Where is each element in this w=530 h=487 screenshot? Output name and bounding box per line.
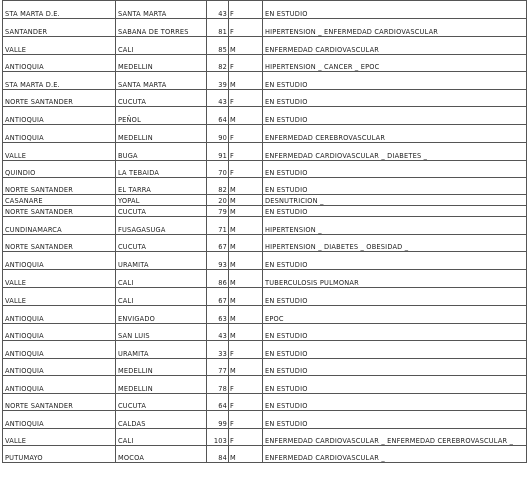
department-cell: VALLE [3, 270, 116, 288]
sex-cell: F [229, 125, 263, 143]
table-row [3, 161, 527, 178]
department-cell: VALLE [3, 429, 116, 446]
age-cell: 20 [207, 195, 229, 206]
department-cell: ANTIOQUIA [3, 411, 116, 429]
municipality-cell: SABANA DE TORRES [116, 19, 207, 37]
cause-cell: EN ESTUDIO [263, 376, 527, 394]
age-cell: 103 [207, 429, 229, 446]
table-row [3, 411, 527, 429]
municipality-cell: CALI [116, 288, 207, 306]
age-cell: 85 [207, 37, 229, 55]
table-row [3, 376, 527, 394]
cause-cell: EN ESTUDIO [263, 324, 527, 341]
age-cell: 67 [207, 235, 229, 252]
cause-cell: EPOC [263, 306, 527, 324]
sex-cell: M [229, 235, 263, 252]
department-cell: STA MARTA D.E. [3, 72, 116, 90]
table-row [3, 341, 527, 359]
table-row [3, 429, 527, 446]
department-cell: ANTIOQUIA [3, 55, 116, 72]
age-cell: 64 [207, 394, 229, 411]
cause-cell: ENFERMEDAD CARDIOVASCULAR _ DIABETES _ [263, 143, 527, 161]
department-cell: ANTIOQUIA [3, 107, 116, 125]
cause-cell: EN ESTUDIO [263, 1, 527, 19]
age-cell: 86 [207, 270, 229, 288]
department-cell: CUNDINAMARCA [3, 217, 116, 235]
cause-cell: EN ESTUDIO [263, 72, 527, 90]
age-cell: 84 [207, 446, 229, 463]
municipality-cell: SANTA MARTA [116, 1, 207, 19]
table-row [3, 217, 527, 235]
age-cell: 78 [207, 376, 229, 394]
cause-cell: EN ESTUDIO [263, 206, 527, 217]
department-cell: ANTIOQUIA [3, 376, 116, 394]
sex-cell: M [229, 206, 263, 217]
sex-cell: M [229, 252, 263, 270]
sex-cell: F [229, 19, 263, 37]
municipality-cell: ENVIGADO [116, 306, 207, 324]
table-row [3, 125, 527, 143]
sex-cell: M [229, 446, 263, 463]
age-cell: 79 [207, 206, 229, 217]
age-cell: 39 [207, 72, 229, 90]
cause-cell: EN ESTUDIO [263, 359, 527, 376]
municipality-cell: MEDELLIN [116, 359, 207, 376]
sex-cell: F [229, 143, 263, 161]
age-cell: 90 [207, 125, 229, 143]
municipality-cell: CUCUTA [116, 90, 207, 107]
cause-cell: HIPERTENSION _ DIABETES _ OBESIDAD _ [263, 235, 527, 252]
sex-cell: F [229, 90, 263, 107]
municipality-cell: SAN LUIS [116, 324, 207, 341]
table-row [3, 1, 527, 19]
sex-cell: M [229, 324, 263, 341]
department-cell: ANTIOQUIA [3, 306, 116, 324]
table-row [3, 143, 527, 161]
sex-cell: F [229, 341, 263, 359]
cause-cell: EN ESTUDIO [263, 178, 527, 195]
department-cell: STA MARTA D.E. [3, 1, 116, 19]
cause-cell: DESNUTRICION _ [263, 195, 527, 206]
department-cell: VALLE [3, 288, 116, 306]
cause-cell: HIPERTENSION _ [263, 217, 527, 235]
age-cell: 91 [207, 143, 229, 161]
department-cell: ANTIOQUIA [3, 359, 116, 376]
cause-cell: EN ESTUDIO [263, 252, 527, 270]
cause-cell: EN ESTUDIO [263, 288, 527, 306]
sex-cell: F [229, 429, 263, 446]
table-row [3, 359, 527, 376]
municipality-cell: CUCUTA [116, 235, 207, 252]
department-cell: PUTUMAYO [3, 446, 116, 463]
table-row [3, 306, 527, 324]
cause-cell: HIPERTENSION _ ENFERMEDAD CARDIOVASCULAR [263, 19, 527, 37]
table-row [3, 19, 527, 37]
sex-cell: M [229, 107, 263, 125]
municipality-cell: BUGA [116, 143, 207, 161]
sex-cell: M [229, 270, 263, 288]
municipality-cell: MEDELLIN [116, 125, 207, 143]
age-cell: 43 [207, 90, 229, 107]
department-cell: ANTIOQUIA [3, 341, 116, 359]
department-cell: VALLE [3, 37, 116, 55]
age-cell: 71 [207, 217, 229, 235]
table-row [3, 90, 527, 107]
municipality-cell: CALI [116, 270, 207, 288]
municipality-cell: CALI [116, 429, 207, 446]
sex-cell: F [229, 411, 263, 429]
sex-cell: M [229, 178, 263, 195]
municipality-cell: MEDELLIN [116, 55, 207, 72]
table-row [3, 252, 527, 270]
sex-cell: F [229, 161, 263, 178]
cause-cell: EN ESTUDIO [263, 341, 527, 359]
cause-cell: EN ESTUDIO [263, 411, 527, 429]
municipality-cell: PEÑOL [116, 107, 207, 125]
department-cell: VALLE [3, 143, 116, 161]
department-cell: NORTE SANTANDER [3, 394, 116, 411]
municipality-cell: CUCUTA [116, 394, 207, 411]
department-cell: ANTIOQUIA [3, 125, 116, 143]
cause-cell: HIPERTENSION _ CANCER _ EPOC [263, 55, 527, 72]
sex-cell: F [229, 55, 263, 72]
table-row [3, 37, 527, 55]
department-cell: SANTANDER [3, 19, 116, 37]
age-cell: 77 [207, 359, 229, 376]
table-row [3, 107, 527, 125]
table-row [3, 324, 527, 341]
sex-cell: M [229, 306, 263, 324]
municipality-cell: MOCOA [116, 446, 207, 463]
age-cell: 93 [207, 252, 229, 270]
table-row [3, 235, 527, 252]
age-cell: 43 [207, 1, 229, 19]
age-cell: 70 [207, 161, 229, 178]
department-cell: NORTE SANTANDER [3, 235, 116, 252]
department-cell: ANTIOQUIA [3, 252, 116, 270]
department-cell: NORTE SANTANDER [3, 206, 116, 217]
sex-cell: M [229, 359, 263, 376]
municipality-cell: URAMITA [116, 341, 207, 359]
cause-cell: EN ESTUDIO [263, 161, 527, 178]
department-cell: QUINDIO [3, 161, 116, 178]
sex-cell: F [229, 1, 263, 19]
cause-cell: ENFERMEDAD CEREBROVASCULAR [263, 125, 527, 143]
municipality-cell: LA TEBAIDA [116, 161, 207, 178]
table-row [3, 446, 527, 463]
age-cell: 33 [207, 341, 229, 359]
department-cell: ANTIOQUIA [3, 324, 116, 341]
table-row [3, 178, 527, 195]
sex-cell: M [229, 217, 263, 235]
age-cell: 63 [207, 306, 229, 324]
cause-cell: EN ESTUDIO [263, 107, 527, 125]
municipality-cell: SANTA MARTA [116, 72, 207, 90]
cause-cell: TUBERCULOSIS PULMONAR [263, 270, 527, 288]
table-row [3, 72, 527, 90]
sex-cell: M [229, 195, 263, 206]
cause-cell: EN ESTUDIO [263, 394, 527, 411]
department-cell: CASANARE [3, 195, 116, 206]
age-cell: 64 [207, 107, 229, 125]
municipality-cell: URAMITA [116, 252, 207, 270]
table-row [3, 55, 527, 72]
age-cell: 43 [207, 324, 229, 341]
cause-cell: ENFERMEDAD CARDIOVASCULAR [263, 37, 527, 55]
table-row [3, 195, 527, 206]
age-cell: 67 [207, 288, 229, 306]
cause-cell: ENFERMEDAD CARDIOVASCULAR _ ENFERMEDAD CEREBROVASCULAR _ [263, 429, 527, 446]
table-row [3, 288, 527, 306]
table-row [3, 270, 527, 288]
department-cell: NORTE SANTANDER [3, 90, 116, 107]
age-cell: 81 [207, 19, 229, 37]
municipality-cell: YOPAL [116, 195, 207, 206]
municipality-cell: FUSAGASUGA [116, 217, 207, 235]
sex-cell: M [229, 288, 263, 306]
municipality-cell: MEDELLIN [116, 376, 207, 394]
records-table [2, 0, 527, 463]
municipality-cell: CALI [116, 37, 207, 55]
municipality-cell: CALDAS [116, 411, 207, 429]
department-cell: NORTE SANTANDER [3, 178, 116, 195]
sex-cell: M [229, 72, 263, 90]
cause-cell: ENFERMEDAD CARDIOVASCULAR _ [263, 446, 527, 463]
sex-cell: M [229, 37, 263, 55]
table-row [3, 394, 527, 411]
age-cell: 82 [207, 55, 229, 72]
age-cell: 99 [207, 411, 229, 429]
age-cell: 82 [207, 178, 229, 195]
sex-cell: F [229, 394, 263, 411]
table-row [3, 206, 527, 217]
municipality-cell: CUCUTA [116, 206, 207, 217]
table-body [3, 1, 527, 463]
municipality-cell: EL TARRA [116, 178, 207, 195]
sex-cell: F [229, 376, 263, 394]
cause-cell: EN ESTUDIO [263, 90, 527, 107]
